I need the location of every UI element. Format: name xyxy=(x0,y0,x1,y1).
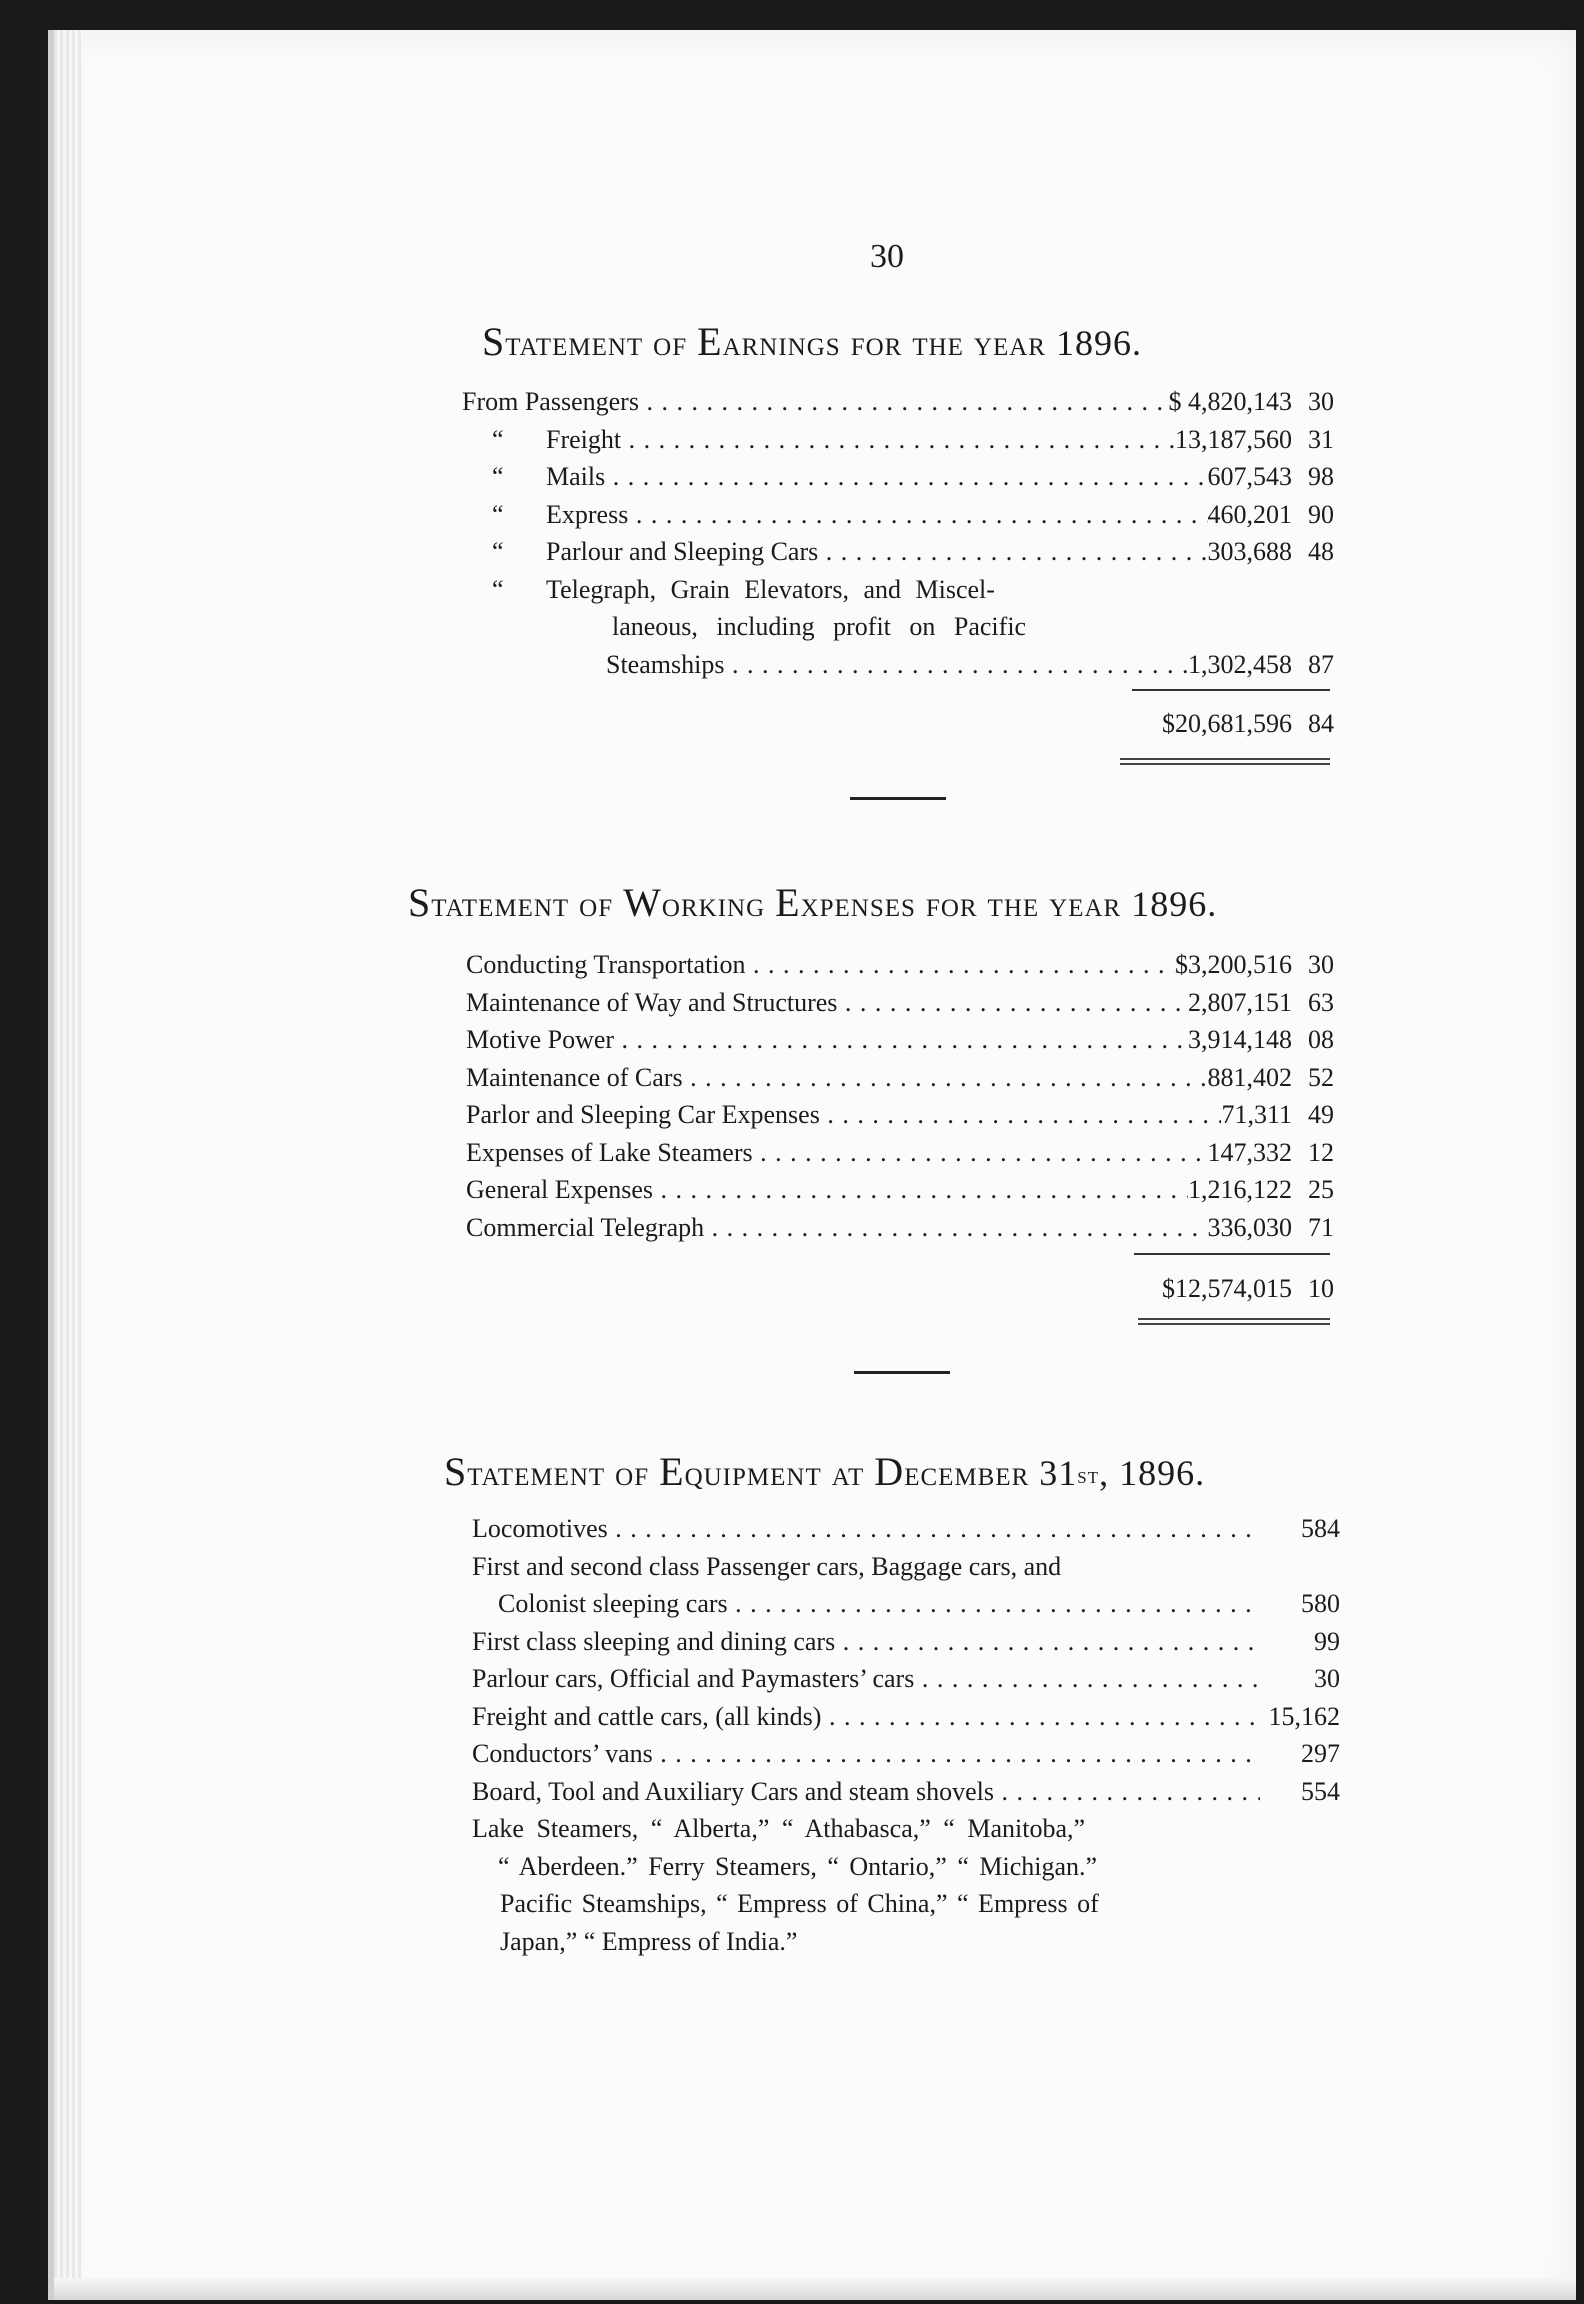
row-count: 580 xyxy=(1301,1589,1340,1618)
expense-row xyxy=(466,1021,1334,1059)
row-label: Conductors’ vans . . . xyxy=(472,1735,1260,1772)
expense-row xyxy=(466,984,1334,1022)
steamers-text: Pacific Steamships, “ Empress of China,” “ Empress of xyxy=(500,1889,1099,1918)
row-label: Colonist sleeping cars . . . xyxy=(472,1585,1260,1622)
expense-row xyxy=(466,946,1334,984)
row-cents: 63 xyxy=(1308,987,1334,1017)
equipment-row xyxy=(472,1773,1340,1811)
page-stack-edge xyxy=(54,30,82,2300)
page-number: 30 xyxy=(870,238,904,275)
steamers-text: “ Aberdeen.” Ferry Steamers, “ Ontario,” “ Michigan.” xyxy=(498,1851,1098,1881)
row-amount: 303,688 xyxy=(1207,537,1292,566)
ditto-mark: “ xyxy=(492,499,504,529)
earnings-row xyxy=(462,496,1334,534)
row-amount: 607,543 xyxy=(1207,462,1292,491)
row-cents: 87 xyxy=(1308,649,1334,679)
row-amount: $3,200,516 xyxy=(1175,950,1292,979)
row-label: Commercial Telegraph . . . xyxy=(466,1209,1208,1246)
row-cents: 48 xyxy=(1308,537,1334,566)
earnings-row xyxy=(462,533,1334,571)
earnings-row xyxy=(462,383,1334,421)
total-amount: $12,574,015 xyxy=(1162,1274,1292,1303)
equipment-row xyxy=(472,1510,1340,1548)
row-count: 30 xyxy=(1314,1664,1340,1693)
expenses-heading: Statement of Working Expenses for the year 1896. xyxy=(408,880,1218,925)
equipment-table xyxy=(472,1510,1340,1960)
ditto-mark: “ xyxy=(492,424,504,454)
double-rule xyxy=(1120,758,1330,765)
row-cents: 90 xyxy=(1308,499,1334,529)
total-amount: $20,681,596 xyxy=(1162,709,1292,738)
row-amount: 881,402 xyxy=(1207,1062,1292,1092)
row-amount: 460,201 xyxy=(1207,499,1292,529)
row-label: Freight . . . xyxy=(546,421,1175,459)
equipment-row-multiline xyxy=(472,1548,1340,1586)
equipment-row xyxy=(472,1660,1340,1698)
row-label: First class sleeping and dining cars . . . xyxy=(472,1623,1260,1660)
row-count: 15,162 xyxy=(1268,1701,1340,1731)
row-label-line1: Telegraph, Grain Elevators, and Miscel- xyxy=(546,574,995,604)
equipment-row xyxy=(472,1623,1340,1661)
row-amount: 336,030 xyxy=(1207,1212,1292,1242)
row-label: Parlour and Sleeping Cars . . . xyxy=(546,533,1208,571)
earnings-row-continuation xyxy=(462,608,1334,646)
row-count: 297 xyxy=(1301,1739,1340,1768)
steamers-line xyxy=(472,1923,1340,1961)
row-label: Maintenance of Cars . . . xyxy=(466,1059,1208,1096)
section-divider xyxy=(850,797,946,800)
steamers-line xyxy=(472,1885,1340,1923)
row-label: Board, Tool and Auxiliary Cars and steam shovels . . . xyxy=(472,1773,1260,1810)
row-amount: 1,216,122 xyxy=(1188,1175,1292,1204)
row-amount: 1,302,458 xyxy=(1188,649,1292,679)
row-cents: 49 xyxy=(1308,1100,1334,1129)
row-label: Parlor and Sleeping Car Expenses . . . xyxy=(466,1096,1221,1133)
row-label: Conducting Transportation . . . xyxy=(466,946,1175,983)
row-cents: 12 xyxy=(1308,1137,1334,1167)
total-cents: 84 xyxy=(1308,709,1334,738)
earnings-row xyxy=(462,458,1334,496)
row-cents: 30 xyxy=(1308,387,1334,416)
row-label-line3: Steamships . . . xyxy=(462,646,1188,684)
expense-row xyxy=(466,1171,1334,1209)
row-label: Maintenance of Way and Structures . . . xyxy=(466,984,1188,1021)
row-label: Freight and cattle cars, (all kinds) . . . xyxy=(472,1698,1260,1735)
sum-rule xyxy=(1132,689,1330,691)
row-amount: 147,332 xyxy=(1207,1137,1292,1167)
row-label: Mails . . . xyxy=(546,458,1208,496)
steamers-text: Lake Steamers, “ Alberta,” “ Athabasca,” “ Manitoba,” xyxy=(472,1814,1086,1843)
row-label: Motive Power . . . xyxy=(466,1021,1188,1058)
row-cents: 31 xyxy=(1308,424,1334,454)
row-cents: 52 xyxy=(1308,1062,1334,1092)
row-amount: $ 4,820,143 xyxy=(1168,387,1292,416)
earnings-heading: Statement of Earnings for the year 1896. xyxy=(482,319,1142,364)
expense-row xyxy=(466,1134,1334,1172)
row-cents: 25 xyxy=(1308,1175,1334,1204)
row-label: Parlour cars, Official and Paymasters’ cars . . . xyxy=(472,1660,1260,1697)
row-amount: 3,914,148 xyxy=(1188,1025,1292,1054)
expense-row xyxy=(466,1209,1334,1247)
row-cents: 08 xyxy=(1308,1025,1334,1054)
section-divider xyxy=(854,1371,950,1374)
earnings-row xyxy=(462,421,1334,459)
row-cents: 71 xyxy=(1308,1212,1334,1242)
row-count: 584 xyxy=(1301,1514,1340,1543)
row-count: 554 xyxy=(1301,1776,1340,1806)
expense-row xyxy=(466,1059,1334,1097)
equipment-row xyxy=(472,1735,1340,1773)
ditto-mark: “ xyxy=(492,462,504,491)
row-label: Express . . . xyxy=(546,496,1208,534)
row-label: General Expenses . . . xyxy=(466,1171,1188,1208)
steamers-line xyxy=(472,1810,1340,1848)
row-cents: 30 xyxy=(1308,950,1334,979)
row-label: From Passengers . . . xyxy=(462,383,1169,421)
equipment-row-continuation xyxy=(472,1585,1340,1623)
earnings-row-continuation xyxy=(462,646,1334,684)
equipment-heading: Statement of Equipment at December 31st, 1896. xyxy=(444,1449,1206,1494)
steamers-line xyxy=(472,1848,1340,1886)
total-cents: 10 xyxy=(1308,1274,1334,1303)
equipment-row xyxy=(472,1698,1340,1736)
row-amount: 71,311 xyxy=(1221,1100,1292,1129)
row-amount: 2,807,151 xyxy=(1188,987,1292,1017)
double-rule xyxy=(1138,1318,1330,1325)
row-label-line1: First and second class Passenger cars, Baggage cars, and xyxy=(472,1551,1062,1581)
earnings-total-row xyxy=(462,705,1334,743)
row-label-line2: laneous, including profit on Pacific xyxy=(612,612,1027,641)
row-count: 99 xyxy=(1314,1626,1340,1656)
row-label: Locomotives . . . xyxy=(472,1510,1260,1547)
expense-row xyxy=(466,1096,1334,1134)
ditto-mark: “ xyxy=(492,537,504,566)
row-label: Expenses of Lake Steamers . . . xyxy=(466,1134,1208,1171)
row-cents: 98 xyxy=(1308,462,1334,491)
row-amount: 13,187,560 xyxy=(1175,424,1292,454)
page-bottom-edge xyxy=(54,2278,1576,2300)
ditto-mark: “ xyxy=(492,574,504,604)
steamers-text: Japan,” “ Empress of India.” xyxy=(500,1926,798,1956)
sum-rule xyxy=(1134,1253,1330,1255)
earnings-row-multiline xyxy=(462,571,1334,609)
expenses-total-row xyxy=(466,1270,1334,1308)
